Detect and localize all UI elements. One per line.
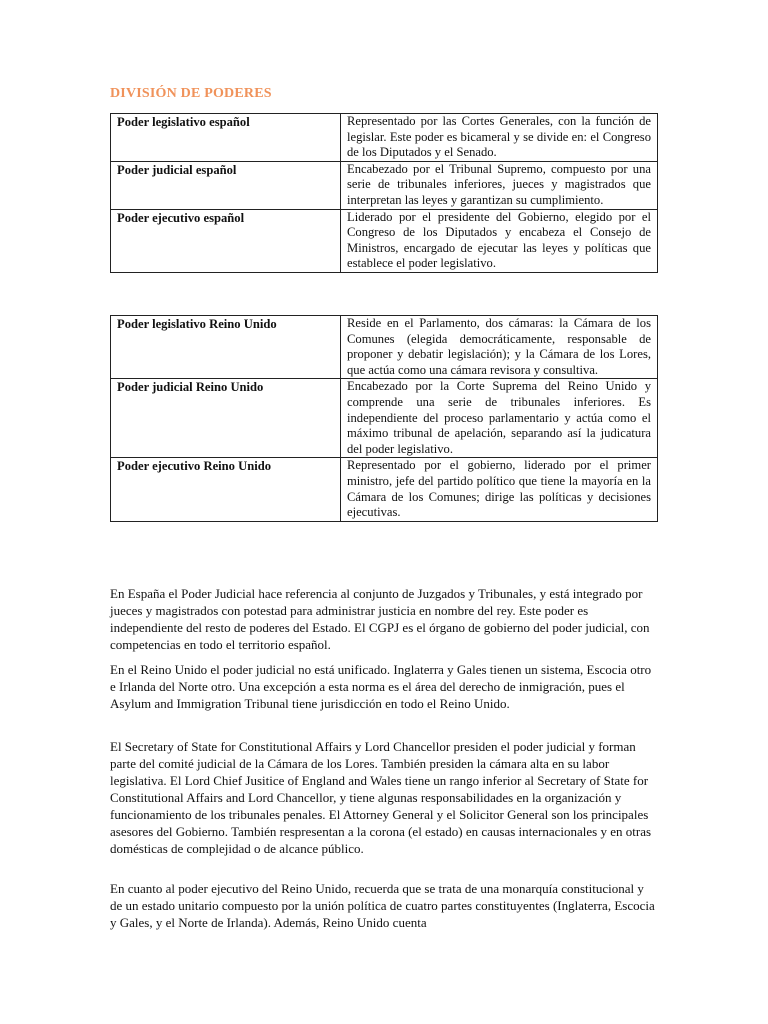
row-label: Poder ejecutivo español — [111, 209, 341, 272]
body-paragraph: En cuanto al poder ejecutivo del Reino Unido, recuerda que se trata de una monarquía constitucional y de un estado unitario compuesto por la unión política de cuatro partes constituyentes (Inglaterra, Escocia y Gales, y el Norte de Irlanda). Además, Reino Unido cuenta — [110, 881, 655, 930]
uk-powers-table — [110, 315, 658, 522]
row-description: Liderado por el presidente del Gobierno, elegido por el Congreso de los Diputados y encabeza el Consejo de Ministros, encargado de ejecutar las leyes y políticas que establece el poder legislativo. — [341, 209, 658, 272]
row-label: Poder legislativo español — [111, 114, 341, 162]
document-title: DIVISIÓN DE PODERES — [110, 86, 272, 101]
row-description: Representado por las Cortes Generales, con la función de legislar. Este poder es bicameral y se divide en: el Congreso de los Diputados y el Senado. — [341, 114, 658, 162]
body-paragraph: En el Reino Unido el poder judicial no está unificado. Inglaterra y Gales tienen un sistema, Escocia otro e Irlanda del Norte otro. Una excepción a esta norma es el área del derecho de inmigración, pues el Asylum and Immigration Tribunal tiene jurisdicción en todo el Reino Unido. — [110, 662, 652, 711]
row-description: Encabezado por la Corte Suprema del Reino Unido y comprende una serie de tribunales inferiores. Es independiente del proceso parlamentario y actúa como el máximo tribunal de apelación, separando así la judicatura del poder legislativo. — [341, 379, 658, 458]
table-row — [111, 379, 658, 458]
body-paragraph: En España el Poder Judicial hace referencia al conjunto de Juzgados y Tribunales, y está integrado por jueces y magistrados con potestad para administrar justicia en nombre del rey. Este poder es independiente del resto de poderes del Estado. El CGPJ es el órgano de gobierno del poder judicial, con competencias en todo el territorio español. — [110, 586, 650, 652]
table-row — [111, 458, 658, 521]
row-description: Representado por el gobierno, liderado por el primer ministro, jefe del partido político que tiene la mayoría en la Cámara de los Comunes; dirige las políticas y decisiones ejecutivas. — [341, 458, 658, 521]
body-paragraph: El Secretary of State for Constitutional Affairs y Lord Chancellor presiden el poder judicial y forman parte del comité judicial de la Cámara de los Lores. También presiden la cámara alta en su labor legislativa. El Lord Chief Jusitice of England and Wales tiene un rango inferior al Secretary of State for Constitutional Affairs and Lord Chancellor, y tiene algunas responsabilidades en la organización y funcionamiento de los tribunales penales. El Attorney General y el Solicitor General son los principales asesores del Gobierno. También respresentan a la corona (el estado) en causas internacionales y en otras domésticas de complejidad o de alcance público. — [110, 739, 652, 856]
row-label: Poder judicial Reino Unido — [111, 379, 341, 458]
row-description: Reside en el Parlamento, dos cámaras: la Cámara de los Comunes (elegida democráticamente, responsable de proponer y debatir legislación); y la Cámara de los Lores, que actúa como una cámara revisora y consultiva. — [341, 316, 658, 379]
row-description: Encabezado por el Tribunal Supremo, compuesto por una serie de tribunales inferiores, jueces y magistrados que interpretan las leyes y garantizan su cumplimiento. — [341, 161, 658, 209]
table-row — [111, 209, 658, 272]
spain-powers-table — [110, 113, 658, 273]
table-row — [111, 114, 658, 162]
row-label: Poder ejecutivo Reino Unido — [111, 458, 341, 521]
row-label: Poder legislativo Reino Unido — [111, 316, 341, 379]
row-label: Poder judicial español — [111, 161, 341, 209]
table-row — [111, 161, 658, 209]
table-row — [111, 316, 658, 379]
